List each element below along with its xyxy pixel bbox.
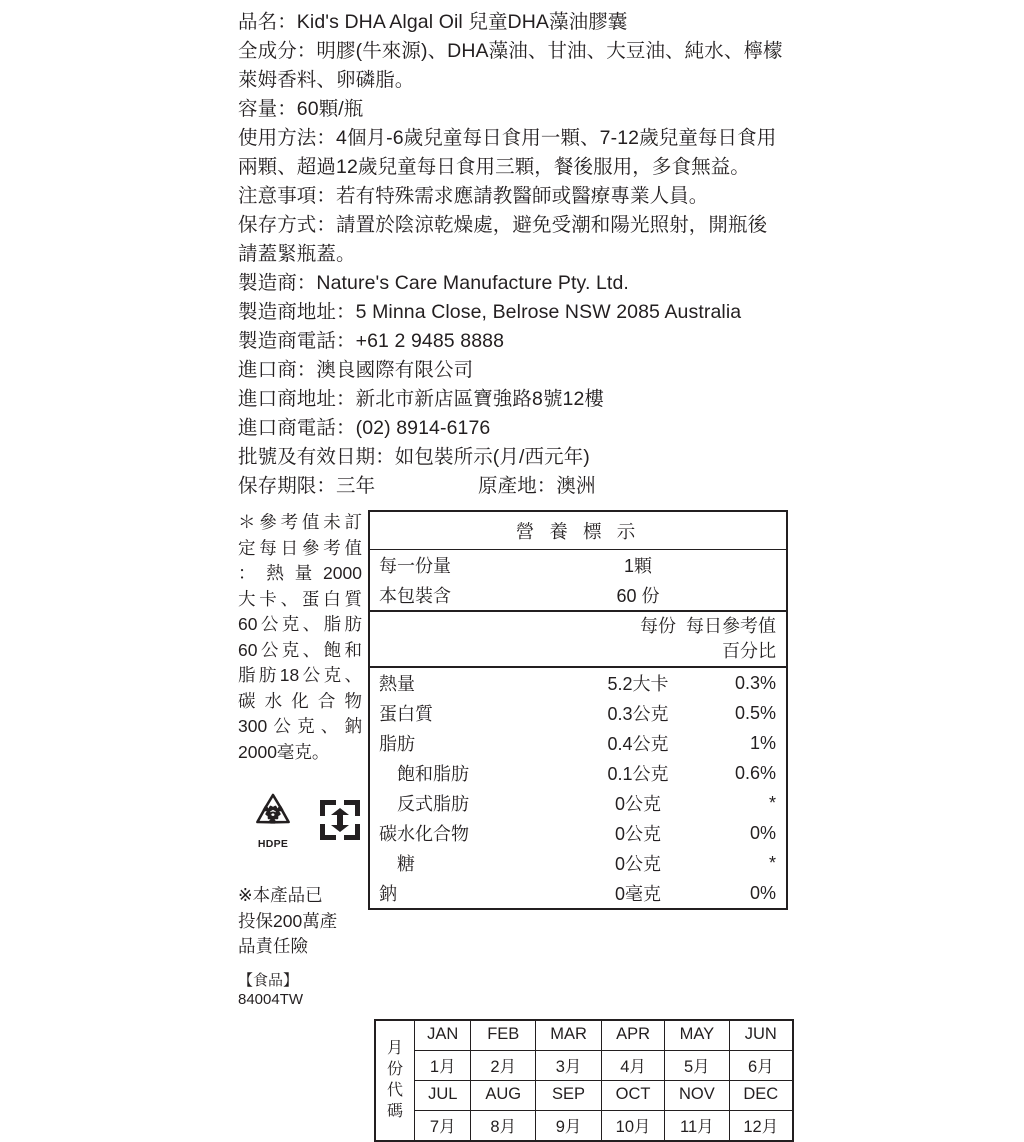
nutrient-pct: * [768,792,776,813]
month-code-header [375,1020,415,1141]
nutrient-value: 0毫克 [614,884,661,904]
month-cell: 3月 [536,1050,602,1080]
month-row-2 [375,1050,793,1080]
month-cell: MAR [536,1020,602,1051]
shelf-life-text: 保存期限：三年 [238,475,376,497]
nutrient-pct: 0.6% [734,762,776,783]
month-cell: OCT [602,1080,665,1110]
month-cell: DEC [729,1080,793,1110]
nutrient-pct: 0.3% [734,672,776,693]
table-row [370,668,786,698]
month-cell: 8月 [471,1110,536,1141]
month-cell: 1月 [415,1050,471,1080]
product-name-line: 品名：Kid's DHA Algal Oil 兒童DHA藻油膠囊 [238,11,628,33]
month-cell: 12月 [729,1110,793,1141]
nutrient-value: 0.3公克 [607,704,669,724]
month-cell: 10月 [602,1110,665,1141]
nutrient-pct: 0% [749,882,776,903]
month-code-table [374,1019,794,1142]
serving-size-value: 1顆 [623,556,652,576]
column-header-serving: 每份 [639,616,676,636]
nutrient-name: 熱量 [379,674,415,694]
table-row [370,788,786,818]
month-cell: JUN [729,1020,793,1051]
month-cell: APR [602,1020,665,1051]
reference-value-note [238,510,362,765]
ingredients-line: 全成分：明膠(牛來源)、DHA藻油、甘油、大豆油、純水、檸檬萊姆香料、卵磷脂。 [238,40,783,91]
recycle-number: 2 [268,808,278,827]
table-row [370,848,786,878]
month-cell: SEP [536,1080,602,1110]
month-cell: MAY [665,1020,730,1051]
ref-note-line: 2000毫克。 [238,741,330,762]
usage-line: 使用方法：4個月-6歲兒童每日食用一顆、7-12歲兒童每日食用兩顆、超過12歲兒童每日食用三顆，餐後服用，多食無益。 [238,127,777,178]
food-registration-number: 【食品】84004TW [238,971,304,1008]
nutrient-name: 反式脂肪 [397,794,469,814]
month-row-4 [375,1110,793,1141]
month-row-1 [375,1020,793,1051]
insurance-line: 投保200萬產 [238,910,338,931]
nutrient-value: 5.2大卡 [607,674,669,694]
month-cell: 6月 [729,1050,793,1080]
nutrition-table [368,510,788,910]
insurance-line: ※本產品已 [238,885,323,905]
nutrient-name: 飽和脂肪 [397,764,469,784]
nutrition-table-title: 營 養 標 示 [370,512,786,550]
month-header-char: 月 [386,1040,403,1057]
nutrient-name: 糖 [397,854,415,874]
ref-note-line: 脂肪18公克、 [238,665,362,685]
volume-line: 容量：60顆/瓶 [238,98,364,120]
nutrient-value: 0公克 [614,794,661,814]
month-cell: AUG [471,1080,536,1110]
manufacturer-phone-line: 製造商電話：+61 2 9485 8888 [238,330,505,352]
storage-line: 保存方式：請置於陰涼乾燥處，避免受潮和陽光照射，開瓶後請蓋緊瓶蓋。 [238,214,768,265]
ref-note-line: 碳水化合物 [238,690,362,711]
table-row [370,758,786,788]
servings-per-container-label: 本包裝含 [379,586,451,606]
servings-per-container-value: 60 份 [616,586,660,606]
serving-size-label: 每一份量 [379,556,451,576]
shelf-origin-line [238,472,786,501]
month-header-char: 代 [386,1082,403,1099]
month-cell: 7月 [415,1110,471,1141]
nutrient-name: 鈉 [379,884,397,904]
nutrient-pct: * [768,852,776,873]
month-cell: JUL [415,1080,471,1110]
table-row [370,728,786,758]
serving-size-row [370,550,786,580]
column-header-daily-value: 每日參考值 [686,616,776,636]
manufacturer-line: 製造商：Nature's Care Manufacture Pty. Ltd. [238,272,629,294]
month-cell: 11月 [665,1110,730,1141]
nutrient-pct: 1% [749,732,776,753]
importer-address-line: 進口商地址：新北市新店區寶強路8號12樓 [238,388,605,410]
nutrient-value: 0.4公克 [607,734,669,754]
origin-text: 原產地：澳洲 [478,475,596,497]
ref-note-line: 300公克、鈉 [238,716,362,736]
column-header-line1 [379,614,776,639]
column-headers-row [370,612,786,668]
nutrient-value: 0.1公克 [607,764,669,784]
ref-note-line: ：熱量2000 [238,563,362,583]
month-cell: JAN [415,1020,471,1051]
nutrient-value: 0公克 [614,854,661,874]
nutrient-name: 蛋白質 [379,704,433,724]
ref-note-line: 60公克、飽和 [238,639,362,660]
month-cell: FEB [471,1020,536,1051]
nutrient-value: 0公克 [614,824,661,844]
importer-line: 進口商：澳良國際有限公司 [238,359,474,381]
left-column [238,510,368,1009]
month-header-char: 碼 [386,1103,403,1120]
product-info-block [238,8,786,501]
recycle-triangle-icon [246,791,300,849]
lot-expiry-line: 批號及有效日期：如包裝所示(月/西元年) [238,446,590,468]
insurance-note [238,883,362,960]
month-cell: 5月 [665,1050,730,1080]
precautions-line: 注意事項：若有特殊需求應請教醫師或醫療專業人員。 [238,185,709,207]
month-cell: 9月 [536,1110,602,1141]
ref-note-line: 60公克、脂肪 [238,614,362,634]
ref-note-line: ＊參考值未訂 [238,512,362,532]
month-cell: 4月 [602,1050,665,1080]
ref-note-line: 大卡、蛋白質 [238,588,362,609]
column-header-line2: 百分比 [722,641,776,661]
nutrient-name: 碳水化合物 [379,824,469,844]
nutrient-pct: 0.5% [734,702,776,723]
nutrition-area [238,510,786,1009]
icon-row [238,791,362,849]
recycle-material-code: HDPE [257,838,289,850]
table-row [370,878,786,908]
ref-note-line: 定每日參考值 [238,537,362,558]
month-cell: NOV [665,1080,730,1110]
month-row-3 [375,1080,793,1110]
product-label [238,8,786,1142]
insurance-line: 品責任險 [238,936,308,956]
nutrient-pct: 0% [749,822,776,843]
servings-per-container-row [370,580,786,612]
month-cell: 2月 [471,1050,536,1080]
importer-phone-line: 進口商電話：(02) 8914-6176 [238,417,491,439]
manufacturer-address-line: 製造商地址：5 Minna Close, Belrose NSW 2085 Australia [238,301,742,323]
nutrient-name: 脂肪 [379,734,415,754]
month-header-char: 份 [386,1061,403,1078]
waste-sorting-icon [314,794,366,846]
table-row [370,698,786,728]
table-row [370,818,786,848]
